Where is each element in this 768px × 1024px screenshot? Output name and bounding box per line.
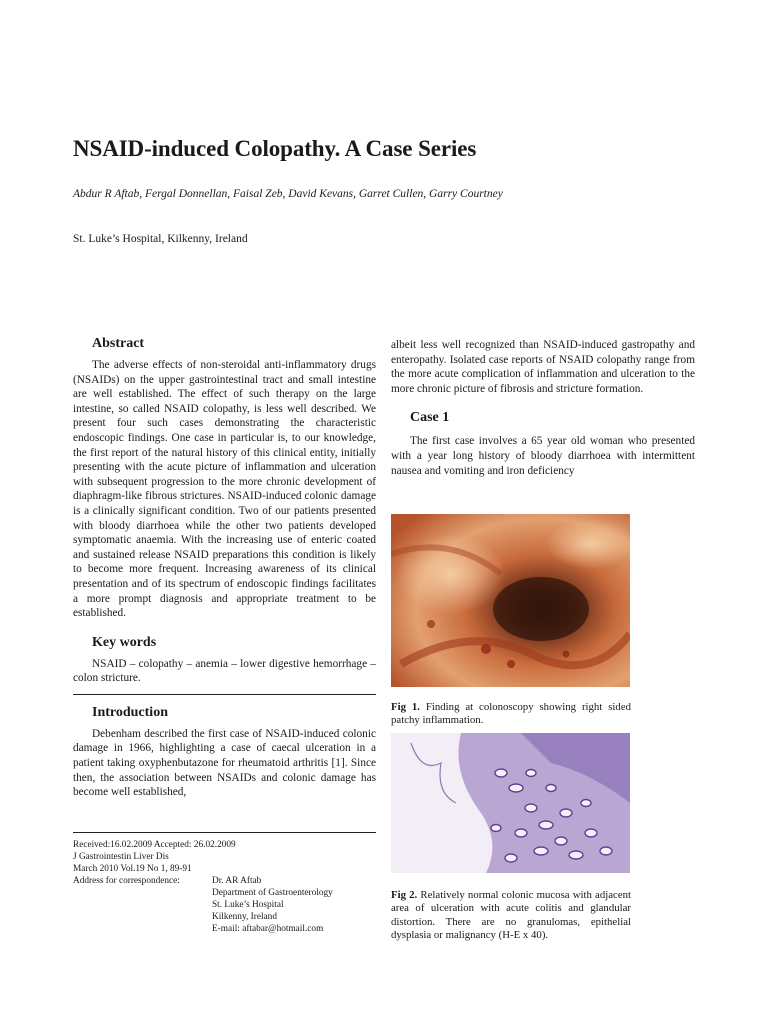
keywords-heading: Key words [92,634,157,650]
case1-heading: Case 1 [410,410,450,426]
introduction-heading: Introduction [92,704,168,720]
address-label: Address for correspondence: [73,876,180,886]
figure-2-caption [391,889,631,943]
address-line: Department of Gastroenterology [212,888,333,898]
correspondence-address [73,875,376,935]
figure-1-label: Fig 1. [391,700,420,713]
case1-text: The first case involves a 65 year old woman who presented with a year long history of bloody diarrhoea with intermittent nausea and vomiting and iron deficiency [391,435,695,477]
author-list: Abdur R Aftab, Fergal Donnellan, Faisal Zeb, David Kevans, Garret Cullen, Garry Courtney [73,188,503,200]
figure-1-text: Finding at colonoscopy showing right sided patchy inflammation. [391,700,632,727]
introduction-continuation: albeit less well recognized than NSAID-induced gastropathy and enteropathy. Isolated case reports of NSAID colopathy range from the more acute complication of inflammation and ulceration to the more chronic picture of fibrosis and stricture formation. [391,339,695,395]
address-line: Kilkenny, Ireland [212,912,277,922]
abstract-heading: Abstract [92,336,145,351]
keywords-text: NSAID – colopathy – anemia – lower digestive hemorrhage – colon stricture. [73,657,376,685]
journal-issue: March 2010 Vol.19 No 1, 89-91 [73,864,192,874]
affiliation: St. Luke’s Hospital, Kilkenny, Ireland [73,233,248,245]
colonoscopy-image [391,514,630,687]
journal-name: J Gastrointestin Liver Dis [73,852,169,862]
histology-image [391,733,630,873]
left-column [73,336,376,800]
address-lines [212,875,333,935]
address-email: E-mail: aftabar@hotmail.com [212,924,324,934]
section-divider [73,694,376,695]
address-line: St. Luke’s Hospital [212,900,284,910]
received-dates: Received:16.02.2009 Accepted: 26.02.2009 [73,840,236,850]
article-footnotes [73,839,376,935]
abstract-text: The adverse effects of non-steroidal anti-inflammatory drugs (NSAIDs) on the upper gastrointestinal tract and small intestine are well established. The effect of such therapy on the large intestine, so called NSAID colopathy, is less well described. We present four such cases demonstrating the characteristic endoscopic findings. One case in particular is, to our knowledge, the first report of the natural history of this clinical entity, initially presenting with the acute picture of inflammation and ulceration with subsequent progression to the more chronic development of diaphragm-like fibrous strictures. NSAID-induced colonic damage is a clinically significant condition. Two of our patients presented with bloody diarrhoea while the other two patients developed symptomatic anaemia. With the increasing use of enteric coated and sustained release NSAID preparations this condition is likely to become more frequent. Increasing awareness of its clinical presentation and of its spectrum of endoscopic findings facilitates a more prompt diagnosis and appropriate treatment to be established. [73,359,376,620]
figure-1-caption [391,701,631,728]
figure-2-label: Fig 2. [391,888,418,901]
introduction-text: Debenham described the first case of NSAID-induced colonic damage in 1966, highlighting a case of caecal ulceration in a patient taking oxyphenbutazone for rheumatoid arthritis [1]. Since then, the association between NSAIDs and colonic damage has become well established, [73,727,376,799]
article-title: NSAID-induced Colopathy. A Case Series [73,136,477,161]
footnote-divider [73,832,376,833]
address-line: Dr. AR Aftab [212,876,262,886]
figure-2-text: Relatively normal colonic mucosa with adjacent area of ulceration with acute colitis and glandular distortion. There are no granulomas, epithelial dysplasia or malignancy (H-E x 40). [391,888,632,942]
right-column [391,338,695,478]
